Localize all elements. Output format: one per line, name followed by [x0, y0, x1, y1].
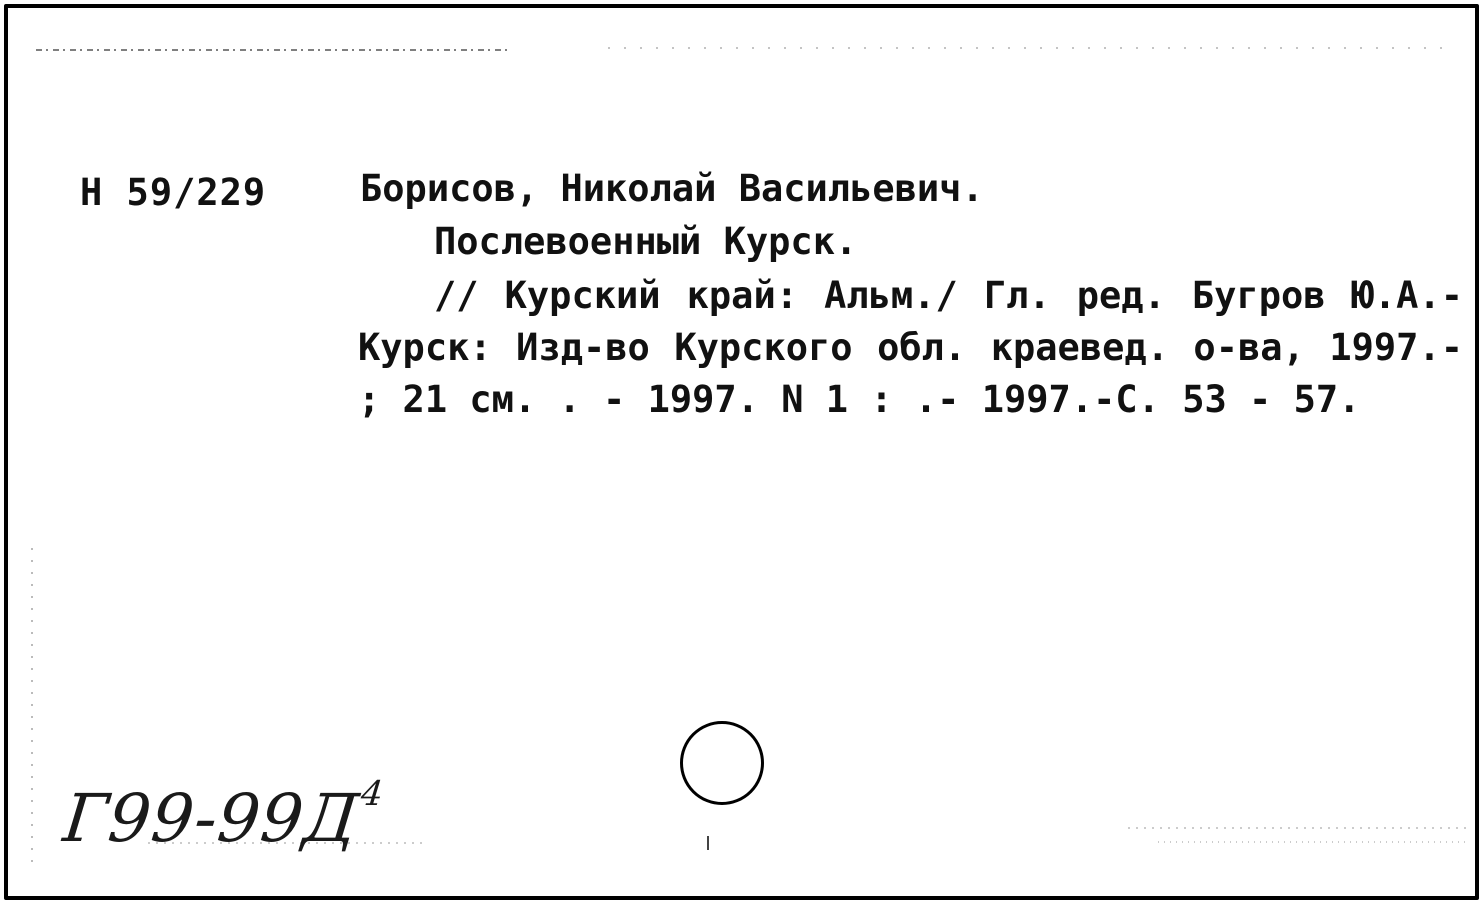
handwritten-accession-number — [59, 774, 386, 857]
work-title: Послевоенный Курск. — [434, 220, 858, 263]
shelfmark: Н 59/229 — [80, 171, 267, 214]
author-heading: Борисов, Николай Васильевич. — [360, 167, 984, 210]
handwritten-number-main: Г99-99Д — [59, 780, 363, 857]
handwritten-number-superscript: 4 — [359, 774, 386, 814]
punch-hole-icon — [680, 721, 764, 805]
catalog-card — [4, 4, 1479, 900]
bibliographic-description: // Курский край: Альм./ Гл. ред. Бугров Ю.А.- Курск: Изд-во Курского обл. краевед. о-ва, 1997.- ; 21 см. . - 1997. N 1 : .- 1997.-С. 53 - 57. — [358, 274, 1463, 421]
